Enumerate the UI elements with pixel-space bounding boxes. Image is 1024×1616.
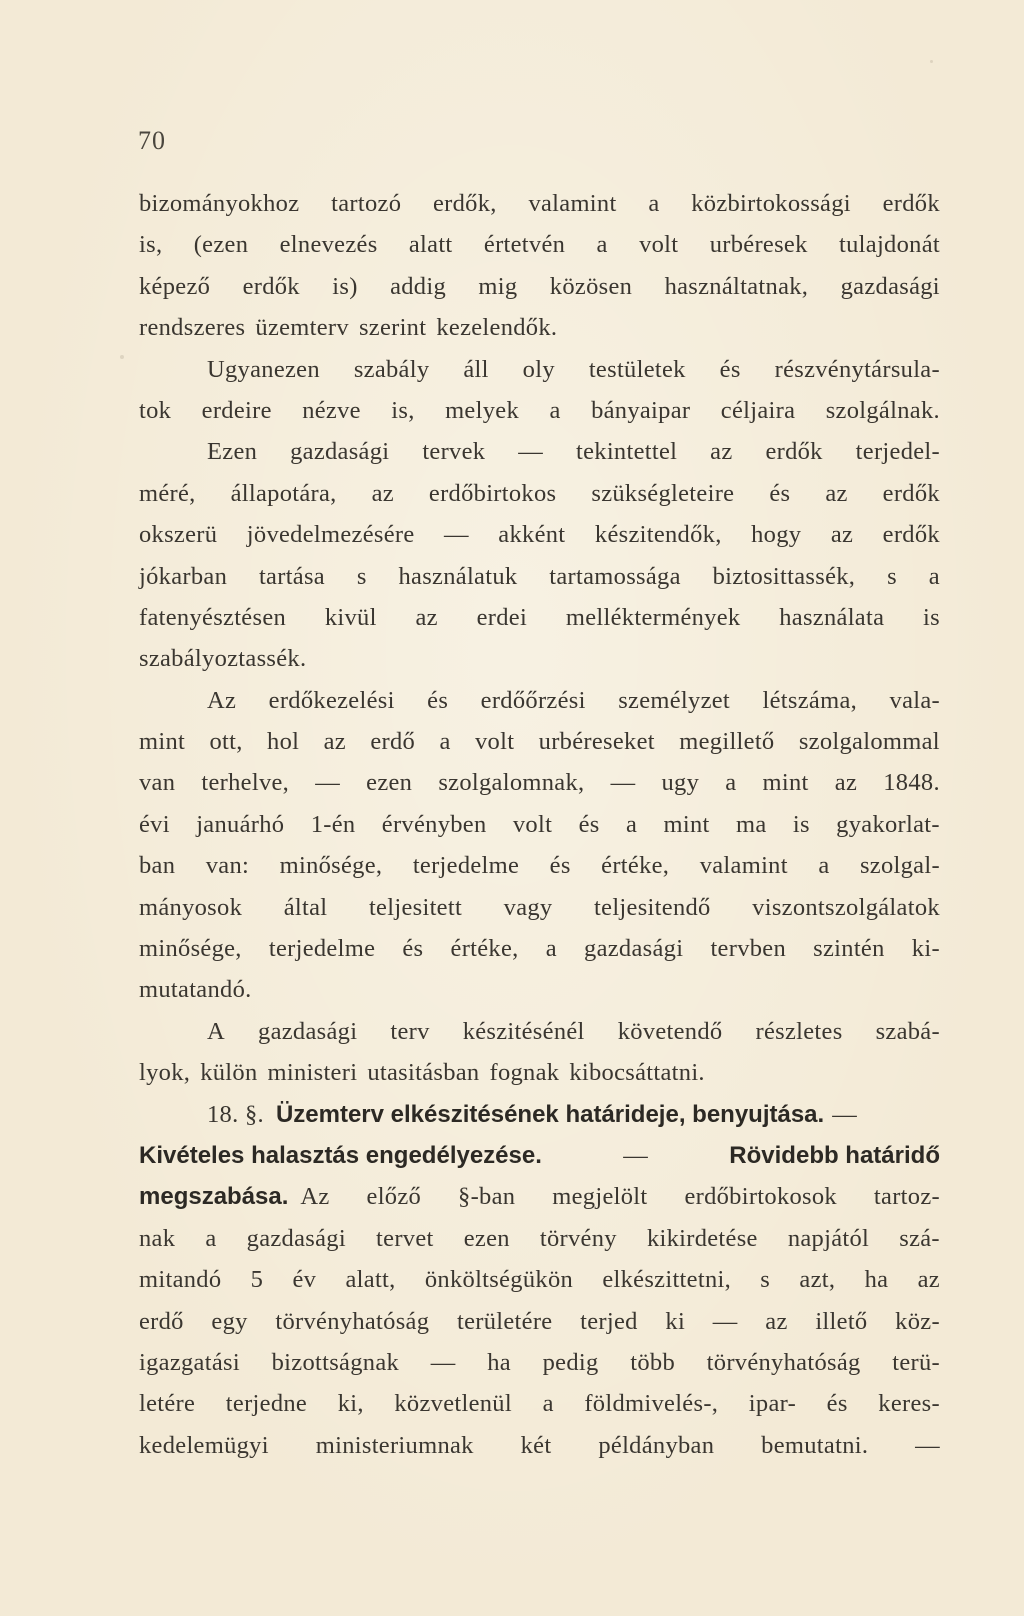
word: erdő — [370, 728, 416, 756]
word: igazgatási — [139, 1348, 240, 1376]
word: ki- — [911, 935, 940, 963]
word: minősége, — [279, 852, 383, 880]
word: közösen — [549, 272, 633, 300]
word: volt — [639, 231, 679, 259]
word: használtatnak, — [664, 272, 809, 300]
word: keres- — [878, 1390, 940, 1418]
word: is) — [332, 272, 358, 300]
word: bemutatni. — [761, 1431, 869, 1459]
word: ott, — [209, 728, 243, 756]
word: terjedel- — [855, 438, 940, 466]
word: tulajdonát — [839, 231, 940, 259]
word: használatuk — [398, 562, 518, 590]
word: urbéreseket — [538, 728, 655, 756]
word: évi — [139, 810, 170, 838]
word: területére — [456, 1307, 553, 1335]
word: létszáma, — [762, 686, 858, 714]
word: fatenyésztésen — [139, 603, 287, 631]
word: szerint — [358, 314, 427, 342]
word: és — [549, 852, 571, 880]
word: az — [323, 728, 346, 756]
word: mint — [139, 728, 186, 756]
word: közbirtokossági — [691, 190, 851, 217]
word: biztosittassék, — [712, 562, 856, 590]
text-line — [139, 1218, 940, 1259]
word: értéke, — [601, 852, 670, 880]
word: erdők — [242, 272, 300, 300]
word: terv — [390, 1017, 430, 1045]
word: részvénytársula- — [774, 355, 940, 383]
word: tervek — [422, 438, 486, 466]
word: volt — [512, 810, 553, 838]
word: a — [596, 231, 608, 259]
word: törvény — [539, 1224, 617, 1252]
word: elnevezés — [279, 231, 378, 259]
word: mányosok — [139, 893, 243, 921]
word: vagy — [503, 893, 553, 921]
word: a — [545, 935, 557, 963]
text-line — [139, 597, 940, 638]
section-heading: Kivételes halasztás engedélyezése. — [139, 1141, 542, 1169]
word: tartoz- — [873, 1183, 940, 1211]
word: szolgal- — [859, 852, 940, 880]
section-heading: megszabása. — [139, 1183, 289, 1211]
section-heading-line — [139, 1094, 940, 1135]
text-line — [139, 556, 940, 597]
word: Ezen — [207, 438, 258, 466]
word: két — [520, 1431, 552, 1459]
word: személyzet — [618, 686, 731, 714]
word: tartozó — [331, 190, 402, 217]
word: az — [917, 1266, 940, 1294]
word: készitésénél — [462, 1017, 585, 1045]
word: erdő — [139, 1307, 184, 1335]
word: tervet — [376, 1224, 434, 1252]
word: minősége, — [139, 935, 242, 963]
text-line — [139, 638, 940, 679]
word: valamint — [699, 852, 788, 880]
word: megjelölt — [552, 1183, 648, 1211]
word: erdők — [765, 438, 823, 466]
word: és — [826, 1390, 848, 1418]
word: szolgalomnak, — [438, 769, 585, 797]
text-line — [139, 1342, 940, 1383]
word: szabály — [353, 355, 430, 383]
word: illető — [815, 1307, 868, 1335]
word: erdők — [882, 521, 940, 549]
em-dash: — — [623, 1141, 648, 1169]
word: a — [549, 396, 561, 424]
word: hol — [267, 728, 300, 756]
word: mint — [762, 769, 809, 797]
word: használata — [779, 603, 885, 631]
word: mitandó — [139, 1266, 222, 1294]
section-text — [300, 1176, 940, 1217]
word: 1848. — [883, 769, 940, 797]
word: önköltségükön — [424, 1266, 574, 1294]
word: ezen — [366, 769, 413, 797]
word: törvényhatóság — [275, 1307, 430, 1335]
text-line — [139, 680, 940, 721]
word: kibocsáttatni. — [569, 1059, 705, 1087]
word: szabá- — [875, 1017, 940, 1045]
word: szabályoztassék. — [139, 645, 307, 673]
word: gazdasági — [584, 935, 684, 963]
word: gazdasági — [290, 438, 390, 466]
word: szolgálnak. — [825, 396, 940, 424]
word: viszontszolgálatok — [752, 893, 940, 921]
text-line — [139, 1301, 940, 1342]
word: urbéresek — [709, 231, 808, 259]
word: erdei — [476, 603, 528, 631]
word: több — [630, 1348, 675, 1376]
word: az — [830, 521, 854, 549]
word: — — [430, 1348, 456, 1376]
text-line — [139, 928, 940, 969]
word: kedelemügyi — [139, 1431, 269, 1459]
word: melyek — [445, 396, 519, 424]
section-heading-line — [139, 1176, 940, 1217]
word: a — [625, 810, 638, 838]
word: ha — [487, 1348, 511, 1376]
word: valamint — [528, 190, 617, 217]
word: céljaira — [720, 396, 796, 424]
word: ma — [735, 810, 767, 838]
word: is — [923, 603, 940, 631]
word: tervben — [710, 935, 787, 963]
word: mint — [663, 810, 710, 838]
text-line — [139, 183, 940, 224]
word: ministeri — [267, 1059, 358, 1087]
word: utasitásban — [367, 1059, 480, 1087]
word: értéke, — [450, 935, 519, 963]
word: melléktermények — [565, 603, 741, 631]
word: A — [207, 1017, 225, 1045]
word: jókarban — [139, 562, 228, 590]
word: §-ban — [458, 1183, 516, 1211]
word: — — [915, 1431, 940, 1459]
word: erdők, — [432, 190, 497, 217]
word: 5 — [250, 1266, 264, 1294]
word: erdők — [882, 479, 940, 507]
word: áll — [463, 355, 489, 383]
word: rendszeres — [139, 314, 246, 342]
word: és — [769, 479, 791, 507]
word: is, — [391, 396, 415, 424]
word: ki, — [337, 1390, 364, 1418]
word: a — [725, 769, 737, 797]
word: a — [439, 728, 451, 756]
word: gazdasági — [840, 272, 940, 300]
word: értetvén — [483, 231, 566, 259]
word: teljesitett — [368, 893, 463, 921]
word: ha — [864, 1266, 889, 1294]
ink-speck — [930, 60, 933, 63]
word: oly — [522, 355, 555, 383]
word: van: — [205, 852, 250, 880]
text-line — [139, 1425, 940, 1466]
word: Ugyanezen — [207, 355, 320, 383]
word: ki — [665, 1307, 686, 1335]
word: terjed — [580, 1307, 638, 1335]
em-dash: — — [832, 1100, 858, 1128]
word: erdőkezelési — [268, 686, 395, 714]
word: nak — [139, 1224, 176, 1252]
text-line — [139, 804, 940, 845]
word: földmivelés-, — [584, 1390, 719, 1418]
word: kivül — [324, 603, 377, 631]
word: az — [765, 1307, 788, 1335]
ink-speck — [120, 355, 124, 359]
word: tok — [139, 396, 172, 424]
word: az — [371, 479, 394, 507]
word: bizományokhoz — [139, 190, 300, 217]
word: testületek — [588, 355, 686, 383]
word: Az — [207, 686, 237, 714]
word: erdőbirtokosok — [684, 1183, 837, 1211]
word: ban — [139, 852, 176, 880]
page-number: 70 — [138, 126, 166, 155]
section-heading: Üzemterv elkészitésének határideje, benyujtása. — [275, 1100, 825, 1128]
text-line — [139, 266, 940, 307]
word: szükségleteire — [591, 479, 735, 507]
word: — — [712, 1307, 738, 1335]
text-line — [139, 349, 940, 390]
word: azt, — [799, 1266, 836, 1294]
section-number: 18. §. — [207, 1100, 264, 1128]
word: és — [402, 935, 424, 963]
word: gyakorlat- — [836, 810, 940, 838]
word: részletes — [755, 1017, 843, 1045]
word: jövedelmezésére — [246, 521, 415, 549]
word: az — [710, 438, 733, 466]
word: lyok, — [139, 1059, 191, 1087]
word: és — [427, 686, 449, 714]
word: — — [518, 438, 544, 466]
word: is, — [139, 231, 163, 259]
word: (ezen — [193, 231, 249, 259]
word: alatt, — [345, 1266, 396, 1294]
word: köz- — [895, 1307, 940, 1335]
word: bányaipar — [591, 396, 691, 424]
text-line — [139, 887, 940, 928]
word: képező — [139, 272, 211, 300]
word: napjától — [787, 1224, 870, 1252]
word: — — [315, 769, 341, 797]
word: hogy — [751, 521, 802, 549]
text-line — [139, 1052, 940, 1093]
word: szá- — [899, 1224, 940, 1252]
word: kezelendők. — [436, 314, 558, 342]
word: Az — [300, 1183, 330, 1211]
word: terjedelme — [412, 852, 520, 880]
word: erdőbirtokos — [428, 479, 557, 507]
word: erdőőrzési — [480, 686, 586, 714]
word: ugy — [661, 769, 700, 797]
word: erdeire — [201, 396, 272, 424]
word: érvényben — [381, 810, 487, 838]
text-line — [139, 224, 940, 265]
word: bizottságnak — [271, 1348, 400, 1376]
word: teljesitendő — [594, 893, 711, 921]
word: ipar- — [748, 1390, 797, 1418]
word: előző — [366, 1183, 422, 1211]
text-line — [139, 762, 940, 803]
word: megillető — [679, 728, 775, 756]
word: tekintettel — [575, 438, 678, 466]
word: a — [818, 852, 830, 880]
word: szintén — [813, 935, 885, 963]
word: okszerü — [139, 521, 218, 549]
text-line — [139, 1011, 940, 1052]
word: követendő — [617, 1017, 723, 1045]
text-line — [139, 1259, 940, 1300]
word: gazdasági — [258, 1017, 358, 1045]
word: s — [760, 1266, 771, 1294]
word: 1-én — [310, 810, 356, 838]
word: év — [292, 1266, 317, 1294]
word: tartamossága — [549, 562, 681, 590]
word: egy — [211, 1307, 248, 1335]
section-heading-line — [139, 1135, 940, 1176]
word: példányban — [598, 1431, 715, 1459]
word: törvényhatóság — [706, 1348, 861, 1376]
text-line — [139, 845, 940, 886]
text-line — [139, 721, 940, 762]
word: januárhó — [196, 810, 285, 838]
word: terjedelme — [268, 935, 376, 963]
word: nézve — [302, 396, 361, 424]
word: van — [139, 769, 176, 797]
body-text — [139, 183, 940, 1466]
word: tartása — [258, 562, 325, 590]
word: letére — [139, 1390, 196, 1418]
word: pedig — [542, 1348, 599, 1376]
word: is — [792, 810, 810, 838]
word: méré, — [139, 479, 196, 507]
word: — — [444, 521, 469, 549]
text-line — [139, 1383, 940, 1424]
text-line — [139, 473, 940, 514]
word: készitendők, — [594, 521, 722, 549]
word: fognak — [489, 1059, 560, 1087]
word: az — [825, 479, 848, 507]
word: üzemterv — [255, 314, 349, 342]
word: a — [205, 1224, 217, 1252]
word: állapotára, — [230, 479, 337, 507]
word: által — [283, 893, 328, 921]
word: az — [834, 769, 858, 797]
word: a — [542, 1390, 554, 1418]
text-line — [139, 431, 940, 472]
word: mig — [478, 272, 518, 300]
word: akként — [498, 521, 566, 549]
word: terjedne — [225, 1390, 308, 1418]
word: elkészittetni, — [602, 1266, 732, 1294]
text-line — [139, 307, 940, 348]
word: terü- — [892, 1348, 940, 1376]
word: ministeriumnak — [315, 1431, 474, 1459]
word: mutatandó. — [139, 976, 252, 1004]
word: gazdasági — [246, 1224, 346, 1252]
word: s — [887, 562, 897, 590]
word: külön — [200, 1059, 258, 1087]
word: alatt — [408, 231, 453, 259]
text-line — [139, 969, 940, 1010]
word: vala- — [889, 686, 940, 714]
word: ezen — [463, 1224, 510, 1252]
word: s — [356, 562, 367, 590]
word: erdők — [882, 190, 940, 217]
word: terhelve, — [201, 769, 290, 797]
section-heading: Rövidebb határidő — [729, 1141, 940, 1169]
text-line — [139, 514, 940, 555]
word: kikirdetése — [646, 1224, 758, 1252]
word: és — [578, 810, 600, 838]
word: szolgalommal — [798, 728, 940, 756]
text-line — [139, 390, 940, 431]
word: az — [415, 603, 438, 631]
word: a — [648, 190, 660, 217]
word: addig — [390, 272, 446, 300]
word: a — [928, 562, 940, 590]
word: és — [719, 355, 741, 383]
word: — — [610, 769, 636, 797]
word: közvetlenül — [394, 1390, 512, 1418]
word: volt — [474, 728, 515, 756]
